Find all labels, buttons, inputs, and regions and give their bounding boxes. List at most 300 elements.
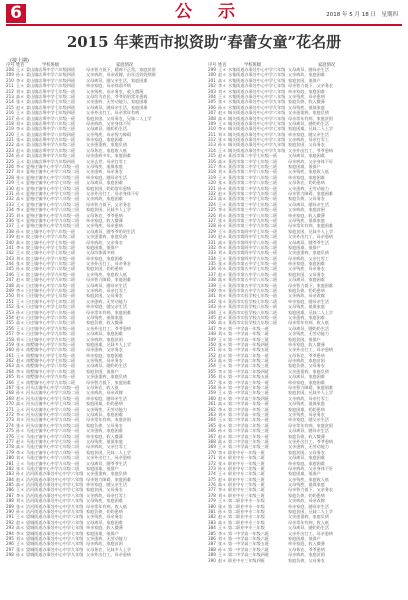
row-index: 348 xyxy=(208,331,216,337)
family-situation: 单亲家庭，收入微薄 xyxy=(288,212,325,218)
school-class: 莱西市第五中学七年级一班 xyxy=(228,261,278,267)
row-index: 262 xyxy=(6,358,14,364)
student-name: 李＊ xyxy=(16,492,25,498)
family-situation: 父母离异，随奶奶生活 xyxy=(288,325,329,331)
student-name: 刘＊ xyxy=(16,417,25,423)
student-name: 刘＊ xyxy=(16,169,25,175)
student-name: 孙＊ xyxy=(218,104,227,110)
student-name: 赵＊ xyxy=(16,358,25,364)
row-index: 244 xyxy=(6,261,14,267)
school-class: 姜山镇店埠中学七年级三班 xyxy=(26,99,76,105)
student-name: 张＊ xyxy=(16,546,25,552)
student-name: 高＊ xyxy=(16,239,25,245)
row-index: 376 xyxy=(208,482,216,488)
family-situation: 父亲患重病，家庭负债 xyxy=(288,250,329,256)
family-situation: 单亲家庭，随母亲生活 xyxy=(288,298,329,304)
school-class: 姜山镇店埠中学六年级四班 xyxy=(26,72,76,78)
student-name: 李＊ xyxy=(218,325,227,331)
school-class: 望城街道办事处中心中学六年级 xyxy=(26,519,84,525)
school-class: 第一中学高三年级三班 xyxy=(228,390,269,396)
family-situation: 家庭贫困，兄妹多人上学 xyxy=(288,390,334,396)
row-index: 260 xyxy=(6,347,14,353)
row-index: 325 xyxy=(208,207,216,213)
school-class: 第二中学高三年级二班 xyxy=(228,438,269,444)
school-class: 水集街道办事处中心中学六年级 xyxy=(228,72,286,78)
family-situation: 单亲家庭，随母亲生活 xyxy=(288,503,329,509)
family-situation: 父母离异，家庭困难 xyxy=(288,455,325,461)
student-name: 赵＊ xyxy=(218,110,227,116)
student-name: 高＊ xyxy=(218,358,227,364)
family-situation: 父亲残疾，母亲务农 xyxy=(86,514,123,520)
family-situation: 母亲智力障碍，家庭困难 xyxy=(86,277,132,283)
family-situation: 母亲智力低下，父亲务农 xyxy=(86,201,132,207)
school-class: 夏格庄镇中心中学六年级一班 xyxy=(26,164,80,170)
school-class: 河头店镇中心中学八年级二班 xyxy=(26,412,80,417)
family-situation: 单亲家庭，家庭困难 xyxy=(288,174,325,180)
continuation-note: (接上期) xyxy=(10,58,29,64)
school-class: 河头店镇中心中学六年级一班 xyxy=(26,385,80,391)
school-class: 第一中学高二年级一班 xyxy=(228,352,269,358)
school-class: 马连庄镇中心中学七年级二班 xyxy=(26,444,80,450)
row-index: 272 xyxy=(6,412,14,417)
row-index: 269 xyxy=(6,395,14,401)
family-situation: 母亲智力低下，父亲务农 xyxy=(288,83,334,89)
row-index: 245 xyxy=(6,266,14,272)
row-index: 268 xyxy=(6,390,14,396)
student-name: 张＊ xyxy=(218,460,227,466)
student-name: 李＊ xyxy=(218,83,227,89)
family-situation: 家庭负债，奶奶患病 xyxy=(86,509,123,515)
school-class: 日庄镇中心中学八年级三班 xyxy=(26,320,76,326)
school-class: 城关街道办事处中心中学七年级 xyxy=(228,126,286,132)
student-name: 王＊ xyxy=(218,93,227,99)
family-situation: 母亲常年有病，家庭困难 xyxy=(86,309,132,315)
family-situation: 父母残疾，低保家庭 xyxy=(288,482,325,488)
row-index: 230 xyxy=(6,185,14,191)
school-class: 第二中学高二年级三班 xyxy=(228,428,269,434)
family-situation: 单亲家庭，随母亲生活 xyxy=(86,174,127,180)
school-class: 河头店镇中心中学九年级二班 xyxy=(26,422,80,428)
student-name: 刘＊ xyxy=(218,412,227,417)
family-situation: 单亲家庭，家庭困难 xyxy=(86,137,123,143)
school-class: 第一中学高一年级六班 xyxy=(228,530,269,536)
student-name: 王＊ xyxy=(16,325,25,331)
school-class: 望城街道办事处中心中学八年级 xyxy=(26,541,84,547)
row-index: 213 xyxy=(6,93,14,99)
school-class: 南墅镇中心中学七年级二班 xyxy=(26,358,76,364)
row-index: 381 xyxy=(208,509,216,515)
school-class: 沽河街道办事处中心中学九年级 xyxy=(26,503,84,509)
row-index: 347 xyxy=(208,325,216,331)
student-name: 孙＊ xyxy=(218,465,227,471)
row-index: 279 xyxy=(6,449,14,455)
row-index: 350 xyxy=(208,341,216,347)
student-name: 赵＊ xyxy=(218,271,227,277)
school-class: 职业中专二年级二班 xyxy=(228,471,265,477)
row-index: 358 xyxy=(208,385,216,391)
school-class: 望城街道办事处中心中学八年级 xyxy=(26,535,84,541)
student-name: 张＊ xyxy=(218,261,227,267)
family-situation: 家庭贫困，低保户 xyxy=(288,77,321,83)
family-situation: 父亲病故，母亲改嫁 xyxy=(288,293,325,299)
family-situation: 家庭困难，兄妹二人上学 xyxy=(288,309,334,315)
family-situation: 母亲常年有病，家庭贫困 xyxy=(288,422,334,428)
student-name: 孙＊ xyxy=(16,471,25,477)
row-index: 337 xyxy=(208,271,216,277)
header-family: 家庭情况 xyxy=(318,63,336,68)
row-index: 332 xyxy=(208,244,216,250)
student-name: 李＊ xyxy=(16,449,25,455)
student-name: 高＊ xyxy=(218,438,227,444)
row-index: 333 xyxy=(208,250,216,256)
family-situation: 父亲病故，母亲打零工 xyxy=(86,492,127,498)
row-index: 233 xyxy=(6,201,14,207)
row-index: 309 xyxy=(208,120,216,126)
header-school: 学校班级 xyxy=(42,63,60,68)
row-index: 382 xyxy=(208,514,216,520)
family-situation: 单亲家庭，家庭困难 xyxy=(288,88,325,94)
student-name: 李＊ xyxy=(218,207,227,213)
family-situation: 父亲残疾，母亲务农 xyxy=(288,266,325,272)
table-row xyxy=(208,558,404,563)
row-index: 373 xyxy=(208,465,216,471)
student-name: 刘＊ xyxy=(218,88,227,94)
family-situation: 家庭贫困，奶奶患病 xyxy=(86,266,123,272)
family-situation: 单亲家庭，母亲体弱多病 xyxy=(86,83,132,89)
family-situation: 父母离异，家庭困难 xyxy=(288,277,325,283)
school-class: 夏格庄镇中心中学八年级三班 xyxy=(26,207,80,213)
school-class: 南墅镇中心中学八年级二班 xyxy=(26,368,76,374)
family-situation: 单亲家庭，收入微薄 xyxy=(86,525,123,531)
school-class: 莱西市实验学校九年级二班 xyxy=(228,320,278,326)
school-class: 马连庄镇中心中学九年级一班 xyxy=(26,460,80,466)
school-class: 夏格庄镇中心中学七年级二班 xyxy=(26,185,80,191)
row-index: 371 xyxy=(208,455,216,461)
school-class: 南墅镇中心中学八年级一班 xyxy=(26,363,76,369)
school-class: 莱西市第四中学九年级一班 xyxy=(228,250,278,256)
student-name: 张＊ xyxy=(218,99,227,105)
student-name: 李＊ xyxy=(218,288,227,294)
student-name: 张＊ xyxy=(218,180,227,186)
school-class: 莱西市第四中学九年级二班 xyxy=(228,255,278,261)
school-class: 马连庄镇中心中学六年级一班 xyxy=(26,428,80,434)
row-index: 251 xyxy=(6,298,14,304)
family-situation: 父亲病故，家庭困难 xyxy=(288,72,325,78)
school-class: 沽河街道办事处中心中学六年级 xyxy=(26,476,84,482)
family-situation: 父母离异，随母亲生活 xyxy=(288,201,329,207)
student-name: 高＊ xyxy=(16,401,25,407)
student-name: 李＊ xyxy=(16,412,25,417)
family-situation: 家庭贫困，父母务农 xyxy=(288,271,325,277)
row-index: 388 xyxy=(208,546,216,552)
school-class: 莱西市第三中学七年级一班 xyxy=(228,196,278,202)
family-situation: 母亲患病，父亲务农 xyxy=(86,347,123,353)
family-situation: 父母离异，家庭困难 xyxy=(288,374,325,380)
row-index: 314 xyxy=(208,147,216,153)
school-class: 夏格庄镇中心中学八年级二班 xyxy=(26,201,80,207)
family-situation: 父母离异，家庭困难 xyxy=(86,519,123,525)
family-situation: 父母离异，随母亲生活 xyxy=(288,67,329,72)
row-index: 225 xyxy=(6,158,14,164)
family-situation: 家庭困难，低保户 xyxy=(288,164,321,170)
family-situation: 父亲患重病，家庭负债 xyxy=(86,374,127,380)
row-index: 320 xyxy=(208,180,216,186)
student-name: 王＊ xyxy=(218,444,227,450)
family-situation: 父母务农，奶奶患病 xyxy=(288,180,325,186)
student-name: 高＊ xyxy=(16,142,25,148)
family-situation: 家庭贫困，父母务农 xyxy=(86,487,123,493)
row-index: 235 xyxy=(6,212,14,218)
school-class: 南墅镇中心中学六年级一班 xyxy=(26,341,76,347)
school-class: 第二职业中专二年级 xyxy=(228,509,265,515)
student-name: 孙＊ xyxy=(16,347,25,353)
school-class: 莱西市实验学校八年级二班 xyxy=(228,309,278,315)
family-situation: 父母务农，家庭收入低 xyxy=(86,147,127,153)
student-name: 李＊ xyxy=(218,530,227,536)
row-index: 210 xyxy=(6,77,14,83)
student-name: 刘＊ xyxy=(16,88,25,94)
school-class: 莱西市第二中学七年级一班 xyxy=(228,153,278,159)
row-index: 328 xyxy=(208,223,216,229)
student-name: 张＊ xyxy=(16,341,25,347)
school-class: 第一中学高二年级二班 xyxy=(228,358,269,364)
row-index: 383 xyxy=(208,519,216,525)
family-situation: 父母务农，收入低 xyxy=(86,385,119,391)
student-name: 孙＊ xyxy=(16,190,25,196)
family-situation: 家庭贫困，父母务农，兄妹二人上学 xyxy=(86,115,152,121)
row-index: 280 xyxy=(6,455,14,461)
family-situation: 父亲外出打工，母亲患病 xyxy=(86,552,132,558)
student-name: 刘＊ xyxy=(16,293,25,299)
student-name: 王＊ xyxy=(218,363,227,369)
school-class: 第一中学高三年级四班 xyxy=(228,395,269,401)
student-name: 李＊ xyxy=(16,244,25,250)
student-name: 赵＊ xyxy=(16,277,25,283)
family-situation: 父母残疾，低保家庭 xyxy=(86,314,123,320)
row-index: 302 xyxy=(208,83,216,89)
family-situation: 母亲常年有病，收入低 xyxy=(288,320,329,326)
family-situation: 父亲外出打工，母亲患病 xyxy=(86,455,132,461)
row-index: 386 xyxy=(208,535,216,541)
row-index: 321 xyxy=(208,185,216,191)
row-index: 336 xyxy=(208,266,216,272)
student-name: 李＊ xyxy=(16,207,25,213)
student-name: 高＊ xyxy=(16,196,25,202)
student-name: 刘＊ xyxy=(218,331,227,337)
row-index: 266 xyxy=(6,379,14,385)
school-class: 姜山镇店埠中学七年级一班 xyxy=(26,88,76,94)
row-index: 368 xyxy=(208,438,216,444)
student-name: 张＊ xyxy=(16,217,25,223)
family-situation: 单亲家庭，家庭困难 xyxy=(86,352,123,358)
student-name: 王＊ xyxy=(16,67,25,72)
student-name: 孙＊ xyxy=(218,428,227,434)
student-name: 赵＊ xyxy=(218,352,227,358)
family-situation: 父亲患重病，家庭负债 xyxy=(288,514,329,520)
family-situation: 父母均为农民，爷爷奶奶常年患病 xyxy=(86,93,148,99)
row-index: 351 xyxy=(208,347,216,353)
school-class: 水集街道办事处中心中学七年级 xyxy=(228,77,286,83)
family-situation: 父母离异，随爷爷奶奶生活 xyxy=(86,228,136,234)
row-index: 277 xyxy=(6,438,14,444)
student-name: 张＊ xyxy=(16,422,25,428)
student-name: 赵＊ xyxy=(16,476,25,482)
student-name: 赵＊ xyxy=(218,557,227,563)
family-situation: 家庭负债，父母务农 xyxy=(288,196,325,202)
school-class: 马连庄镇中心中学八年级二班 xyxy=(26,455,80,461)
student-name: 孙＊ xyxy=(16,153,25,159)
school-class: 姜山镇店埠中学九年级一班 xyxy=(26,137,76,143)
school-class: 莱西市第二中学八年级一班 xyxy=(228,169,278,175)
row-index: 375 xyxy=(208,476,216,482)
row-index: 300 xyxy=(208,72,216,78)
school-class: 日庄镇中心中学七年级一班 xyxy=(26,293,76,299)
family-situation: 家庭贫困，低保户 xyxy=(288,336,321,342)
header-family: 家庭情况 xyxy=(116,63,134,68)
row-index: 354 xyxy=(208,363,216,369)
student-name: 赵＊ xyxy=(218,433,227,439)
family-situation: 家庭贫困，兄妹多人上学 xyxy=(288,228,334,234)
header-index: 序号 xyxy=(6,63,15,68)
family-situation: 母亲常年有病，收入低 xyxy=(86,503,127,509)
student-name: 王＊ xyxy=(16,180,25,186)
school-class: 莱西市第四中学八年级一班 xyxy=(228,239,278,245)
school-class: 职业中专三年级四班 xyxy=(228,557,265,563)
student-name: 王＊ xyxy=(218,201,227,207)
student-name: 王＊ xyxy=(218,552,227,558)
family-situation: 母亲病故，父亲打零工 xyxy=(86,444,127,450)
family-situation: 父母离异，家庭困难 xyxy=(86,331,123,337)
student-name: 王＊ xyxy=(16,460,25,466)
header-school: 学校班级 xyxy=(244,63,262,68)
family-situation: 家庭贫困，奶奶常年患病 xyxy=(86,185,132,191)
family-situation: 父亲病故，母亲改嫁，由年迈奶奶照顾 xyxy=(86,72,156,78)
family-situation: 父亲残疾，母亲患病 xyxy=(86,223,123,229)
school-class: 水集街道办事处中心中学七年级 xyxy=(228,83,286,89)
family-situation: 母亲智力低下，家庭困难 xyxy=(288,282,334,288)
row-index: 242 xyxy=(6,250,14,256)
family-situation: 父亲残疾，家庭收入低 xyxy=(288,476,329,482)
row-index: 241 xyxy=(6,244,14,250)
row-index: 357 xyxy=(208,379,216,385)
family-situation: 母亲智力障碍，家庭困难 xyxy=(288,385,334,391)
family-situation: 家庭贫困，兄妹二人上学 xyxy=(86,449,132,455)
row-index: 221 xyxy=(6,137,14,143)
school-class: 院上镇中心中学七年级一班 xyxy=(26,239,76,245)
family-situation: 父亲残疾，母亲务农 xyxy=(86,358,123,364)
row-index: 292 xyxy=(6,519,14,525)
family-situation: 单亲家庭，家庭困难 xyxy=(288,460,325,466)
student-name: 刘＊ xyxy=(218,293,227,299)
row-index: 265 xyxy=(6,374,14,380)
row-index: 278 xyxy=(6,444,14,450)
row-index: 273 xyxy=(6,417,14,423)
student-name: 高＊ xyxy=(16,525,25,531)
student-name: 张＊ xyxy=(16,137,25,143)
student-name: 张＊ xyxy=(218,422,227,428)
row-index: 326 xyxy=(208,212,216,218)
school-class: 职业中专一年级二班 xyxy=(228,455,265,461)
row-index: 299 xyxy=(208,67,216,72)
student-name: 王＊ xyxy=(218,336,227,342)
row-index: 223 xyxy=(6,147,14,153)
school-class: 姜山镇店埠中学九年级二班 xyxy=(26,142,76,148)
student-name: 王＊ xyxy=(16,271,25,277)
row-index: 363 xyxy=(208,412,216,417)
student-name: 孙＊ xyxy=(16,309,25,315)
student-name: 高＊ xyxy=(16,320,25,326)
row-index: 289 xyxy=(6,503,14,509)
row-index: 291 xyxy=(6,514,14,520)
school-class: 职业中专一年级一班 xyxy=(228,449,265,455)
student-name: 孙＊ xyxy=(16,428,25,434)
school-class: 沽河街道办事处中心中学八年级 xyxy=(26,492,84,498)
family-situation: 家庭贫困，兄妹二人上学 xyxy=(288,509,334,515)
school-class: 莱西市第三中学七年级二班 xyxy=(228,201,278,207)
school-class: 第一中学高一年级五班 xyxy=(228,347,269,353)
family-situation: 父亲患病，家庭困难 xyxy=(288,314,325,320)
student-name: 李＊ xyxy=(218,449,227,455)
student-name: 赵＊ xyxy=(218,514,227,520)
school-class: 第一中学高二年级五班 xyxy=(228,374,269,380)
family-situation: 母亲智力障碍，家庭困难 xyxy=(86,476,132,482)
row-index: 231 xyxy=(6,190,14,196)
school-class: 莱西市第五中学九年级二班 xyxy=(228,288,278,294)
table-row xyxy=(6,552,202,557)
student-name: 高＊ xyxy=(218,158,227,164)
family-situation: 母亲智力低下，家庭困难 xyxy=(86,379,132,385)
student-name: 张＊ xyxy=(218,217,227,223)
school-class: 职业中专二年级一班 xyxy=(228,465,265,471)
student-name: 张＊ xyxy=(16,385,25,391)
school-class: 莱西市第三中学九年级二班 xyxy=(228,223,278,229)
row-index: 234 xyxy=(6,207,14,213)
family-situation: 母亲常年有病，家庭困难 xyxy=(288,223,334,229)
right-roster-column xyxy=(208,67,404,597)
family-situation: 家庭贫困，兄妹多人上学 xyxy=(86,207,132,213)
student-name: 孙＊ xyxy=(218,185,227,191)
family-situation: 父亲患病，家庭困难 xyxy=(86,428,123,434)
student-name: 赵＊ xyxy=(218,314,227,320)
row-index: 305 xyxy=(208,99,216,105)
school-class: 莱西市第五中学八年级二班 xyxy=(228,277,278,283)
school-class: 莱西市实验学校七年级一班 xyxy=(228,293,278,299)
row-index: 312 xyxy=(208,137,216,143)
row-index: 330 xyxy=(208,234,216,240)
student-name: 李＊ xyxy=(16,331,25,337)
row-index: 220 xyxy=(6,131,14,137)
student-name: 高＊ xyxy=(16,482,25,488)
student-name: 李＊ xyxy=(218,244,227,250)
row-index: 236 xyxy=(6,217,14,223)
student-name: 张＊ xyxy=(218,541,227,547)
student-name: 刘＊ xyxy=(16,212,25,218)
row-index: 217 xyxy=(6,115,14,121)
row-index: 247 xyxy=(6,277,14,283)
row-index: 271 xyxy=(6,406,14,412)
family-situation: 母亲病故，家庭贫困 xyxy=(288,358,325,364)
family-situation: 单亲家庭，收入微薄 xyxy=(288,541,325,547)
student-name: 王＊ xyxy=(218,67,227,72)
student-name: 刘＊ xyxy=(218,169,227,175)
student-name: 高＊ xyxy=(218,196,227,202)
row-index: 259 xyxy=(6,341,14,347)
student-name: 高＊ xyxy=(218,277,227,283)
family-situation: 家庭负债，父母务农 xyxy=(86,422,123,428)
school-class: 日庄镇中心中学六年级二班 xyxy=(26,288,76,294)
school-class: 望城街道办事处中心中学六年级 xyxy=(26,514,84,520)
family-situation: 单亲家庭，随父亲生活 xyxy=(288,131,329,137)
